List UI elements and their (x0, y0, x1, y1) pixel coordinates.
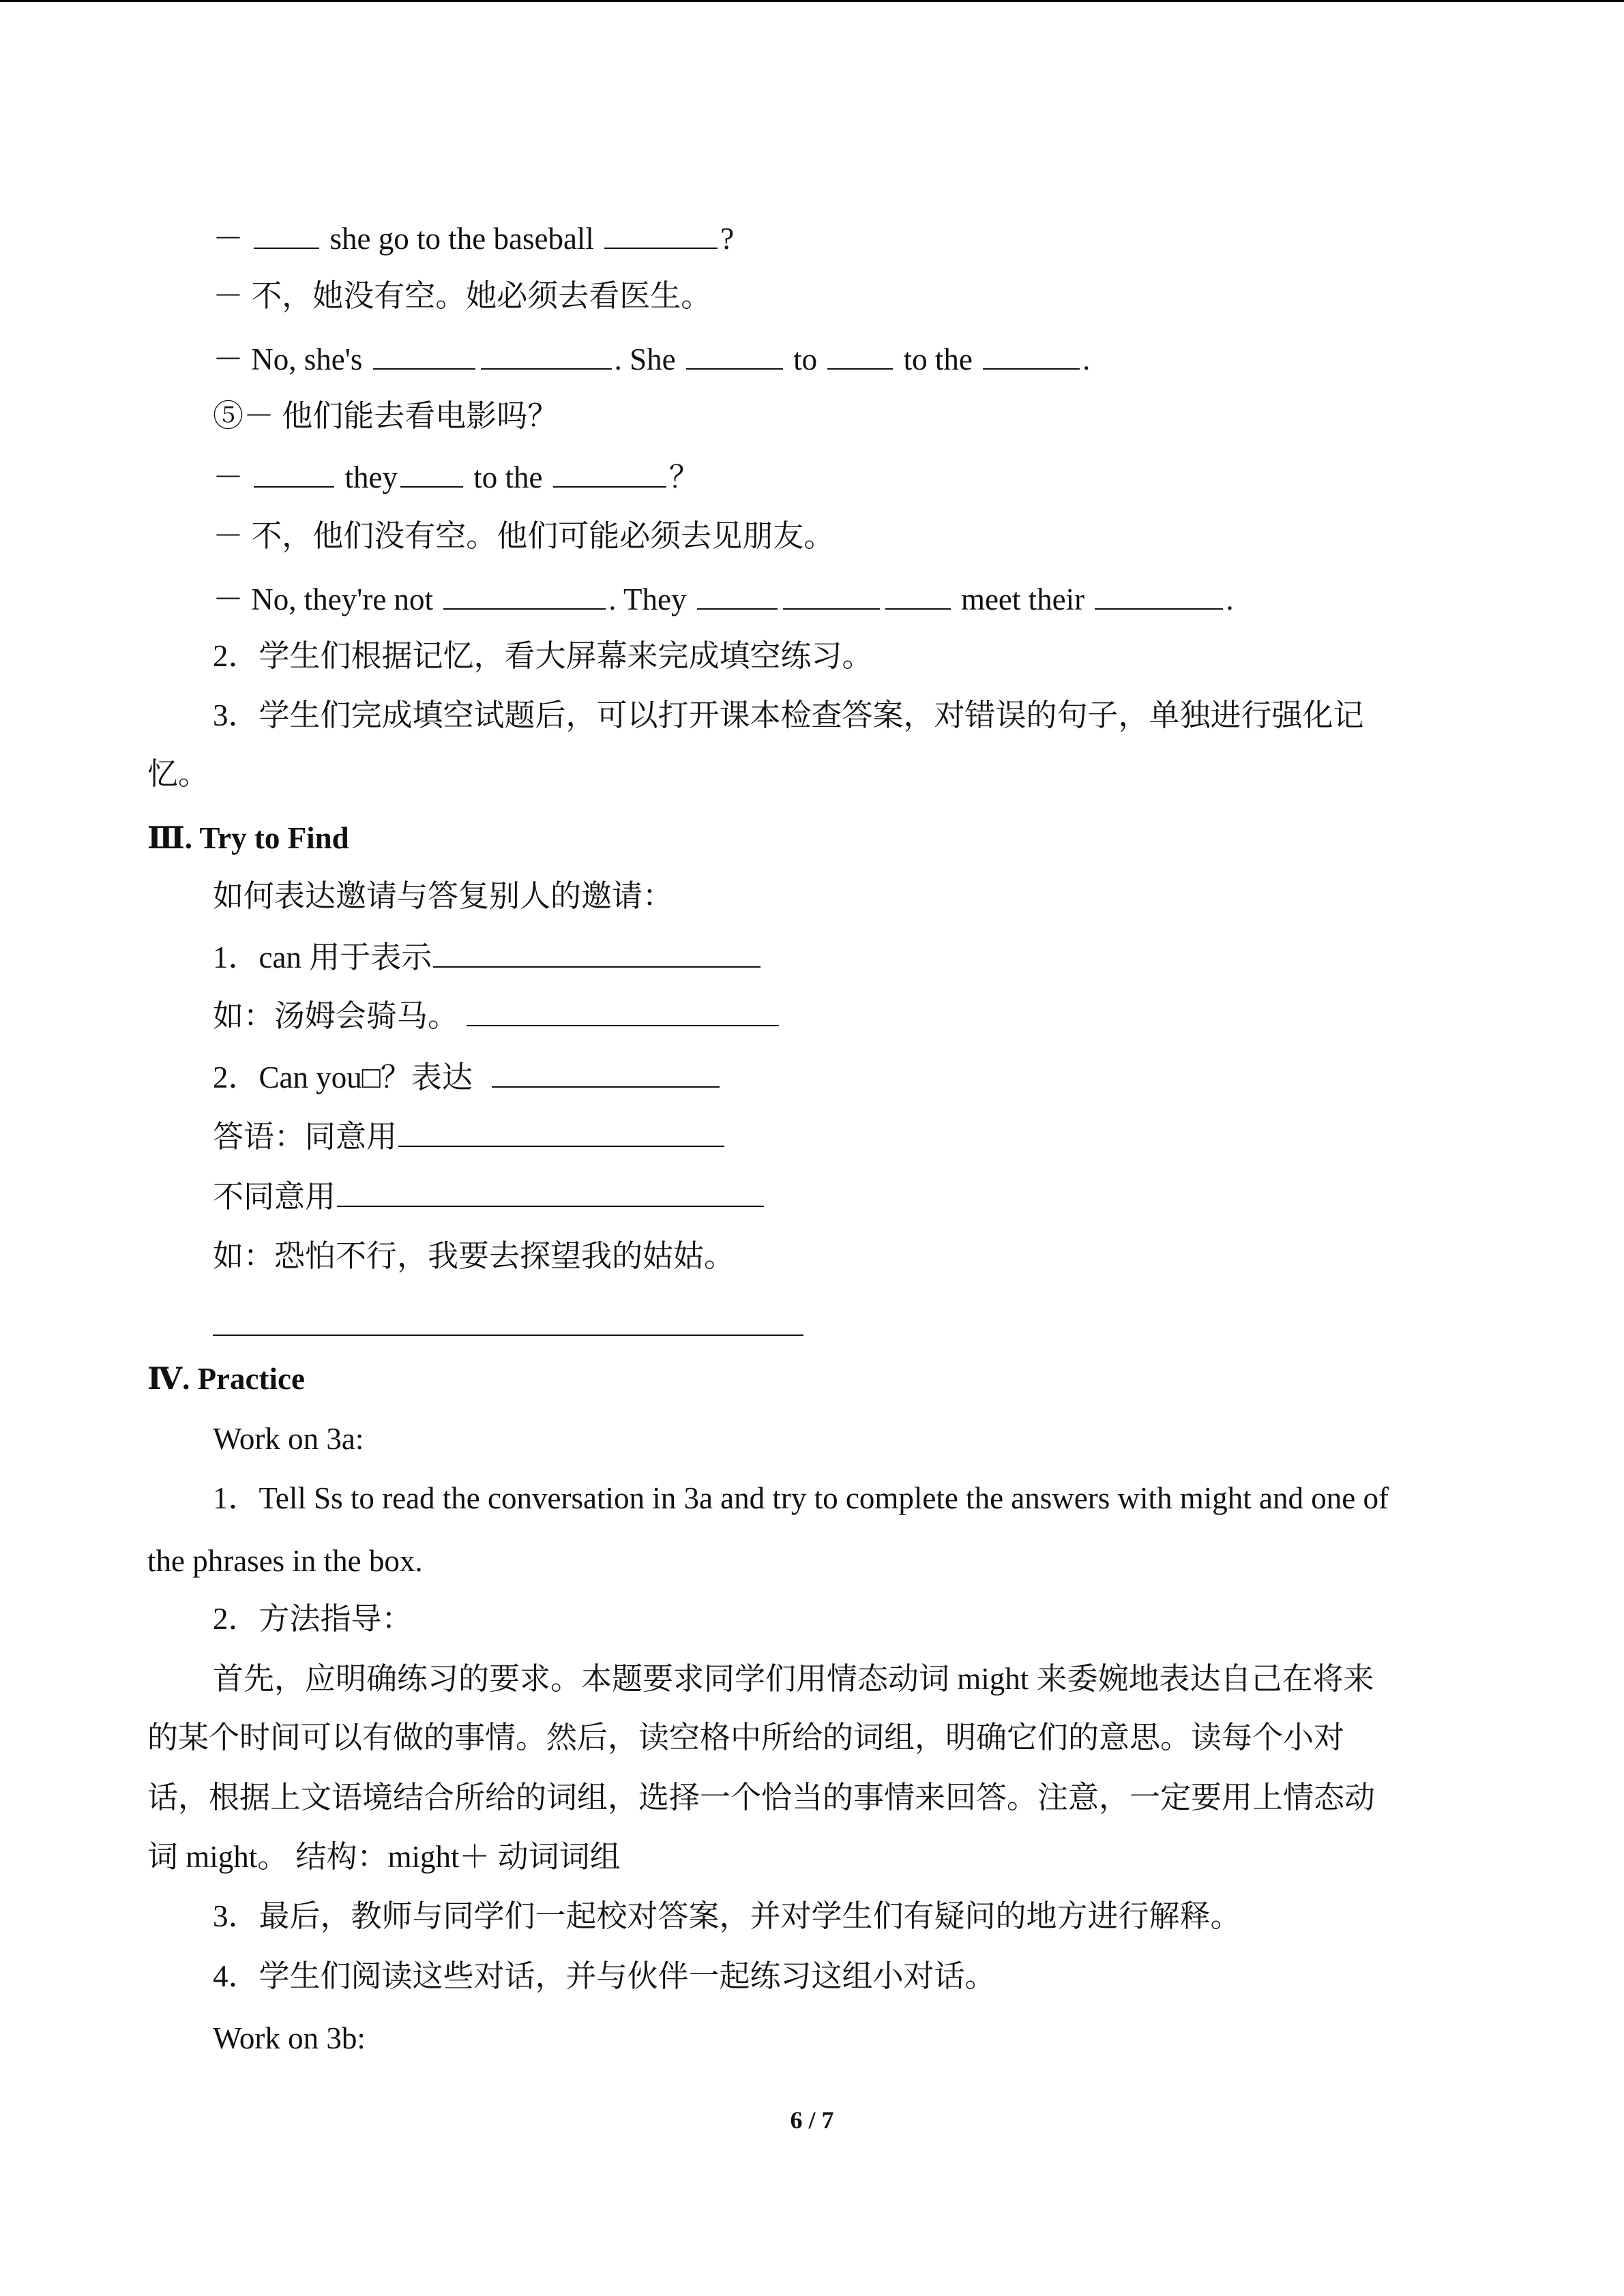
paragraph: 3．学生们完成填空试题后，可以打开课本检查答案，对错误的句子，单独进行强化记 (213, 698, 1364, 732)
question-line (213, 1178, 767, 1215)
blank[interactable] (686, 342, 783, 370)
question-line (213, 1059, 722, 1096)
text: ? (720, 222, 735, 256)
text: － No, she's (213, 342, 370, 376)
dialogue-line: ⑤－ 他们能去看电影吗？ (213, 399, 559, 433)
blank[interactable] (983, 342, 1080, 370)
paragraph: Work on 3a: (213, 1422, 364, 1456)
text: . They (608, 582, 694, 616)
text: . (1226, 582, 1234, 616)
blank[interactable] (254, 222, 319, 249)
dialogue-line: － 不，她没有空。她必须去看医生。 (213, 279, 712, 313)
paragraph: 首先，应明确练习的要求。本题要求同学们用情态动词 might 来委婉地表达自己在将来 (213, 1662, 1374, 1696)
blank[interactable] (400, 460, 463, 488)
blank[interactable] (481, 342, 612, 370)
dialogue-line (213, 341, 1090, 378)
top-border (0, 0, 1624, 2)
text: 如：汤姆会骑马。 (213, 999, 459, 1033)
blank[interactable] (885, 582, 951, 610)
blank[interactable] (254, 460, 334, 488)
blank[interactable] (827, 342, 893, 370)
blank[interactable] (443, 582, 606, 610)
paragraph: 忆。 (147, 757, 209, 791)
text: . (1082, 342, 1091, 376)
paragraph: 的某个时间可以有做的事情。然后，读空格中所给的词组，明确它们的意思。读每个小对 (147, 1720, 1345, 1755)
paragraph: 如：恐怕不行，我要去探望我的姑姑。 (213, 1239, 735, 1273)
dash: － (213, 460, 252, 494)
text: － No, they're not (213, 582, 441, 616)
text: 不同意用 (213, 1180, 336, 1214)
page-number: 6 / 7 (790, 2106, 834, 2134)
text: she go to the baseball (322, 222, 602, 256)
section-heading: Ⅳ. Practice (147, 1362, 305, 1396)
paragraph: 如何表达邀请与答复别人的邀请： (213, 879, 674, 913)
blank[interactable] (433, 940, 761, 968)
dash: － (213, 222, 252, 256)
blank[interactable] (783, 582, 880, 610)
text: 答语：同意用 (213, 1120, 398, 1154)
answer-blank-line[interactable] (213, 1335, 803, 1336)
paragraph: Work on 3b: (213, 2021, 366, 2055)
blank[interactable] (492, 1060, 720, 1088)
blank[interactable] (553, 460, 666, 488)
text: to the (466, 460, 550, 494)
paragraph: the phrases in the box. (147, 1544, 423, 1578)
text: 1．can 用于表示 (213, 940, 432, 974)
section-heading: Ⅲ. Try to Find (147, 821, 349, 855)
dialogue-line (213, 581, 1234, 618)
paragraph: 话，根据上文语境结合所给的词组，选择一个恰当的事情来回答。注意，一定要用上情态动 (147, 1780, 1376, 1815)
paragraph: 3．最后，教师与同学们一起校对答案，并对学生们有疑问的地方进行解释。 (213, 1899, 1241, 1933)
text: meet their (953, 582, 1093, 616)
text: ？ (668, 460, 700, 494)
paragraph: 2．学生们根据记忆，看大屏幕来完成填空练习。 (213, 639, 873, 673)
paragraph: 4．学生们阅读这些对话，并与伙伴一起练习这组小对话。 (213, 1959, 996, 1993)
dialogue-line (213, 459, 700, 496)
blank[interactable] (467, 999, 779, 1026)
dialogue-line (213, 220, 734, 257)
blank[interactable] (398, 1120, 724, 1147)
question-line (213, 998, 782, 1034)
blank[interactable] (604, 222, 718, 249)
text: to (785, 342, 825, 376)
text: they (337, 460, 398, 494)
text: to the (896, 342, 981, 376)
blank[interactable] (337, 1180, 764, 1207)
paragraph: 2．方法指导： (213, 1602, 413, 1636)
question-line (213, 939, 763, 976)
text: . She (614, 342, 683, 376)
blank[interactable] (697, 582, 778, 610)
text: 2．Can you□？表达 (213, 1060, 473, 1094)
blank[interactable] (373, 342, 475, 370)
question-line (213, 1118, 727, 1155)
blank[interactable] (1095, 582, 1223, 610)
dialogue-line: － 不，他们没有空。他们可能必须去见朋友。 (213, 519, 835, 553)
paragraph: 1．Tell Ss to read the conversation in 3a and try to complete the answers with might and one of (213, 1481, 1389, 1515)
paragraph: 词 might。 结构：might＋ 动词词组 (147, 1840, 621, 1874)
